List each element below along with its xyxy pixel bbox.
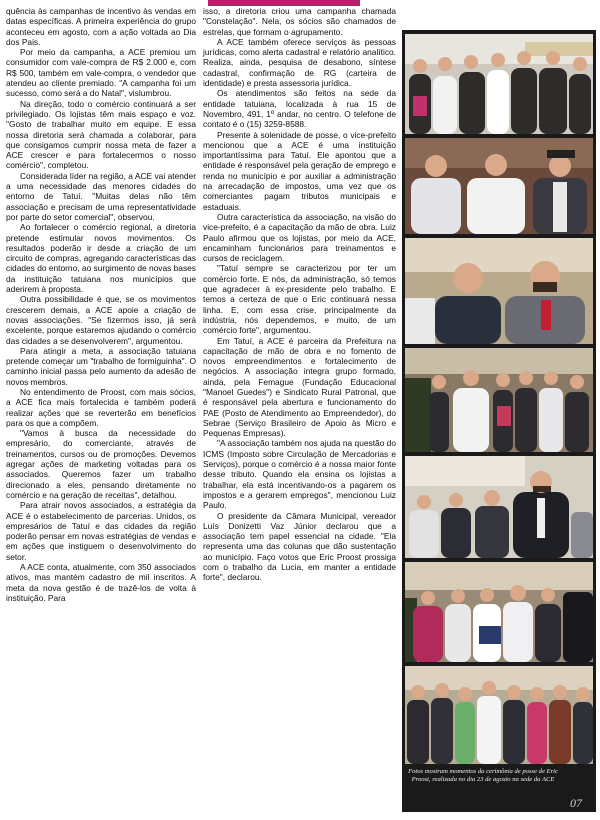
paragraph: Para atingir a meta, a associação tatuiana pretende começar um "trabalho de formiguinha". O caminho inicial passa pelo aumento da adesão de novos membros. <box>6 345 196 387</box>
paragraph: Os atendimentos são feitos na sede da entidade tatuiana, localizada à rua 15 de Novembro, 491, 1º andar, no centro. O telefone de contato é o (15) 3259-8588. <box>203 88 396 130</box>
paragraph: Por meio da campanha, a ACE premiou um consumidor com vale-compra de R$ 2.000 e, com R$ 500, também em vale-compra, o vendedor que atendeu ao cliente premiado. "A campanha foi um sucesso, como será a do Natal", vislumbrou. <box>6 47 196 99</box>
paragraph: Outra possibilidade é que, se os movimentos crescerem demais, a ACE apoie a criação de novas associações. "Se fizermos isso, já será excelente, porque estaremos ajudando o comércio das cidades a se desenvolverem", argumentou. <box>6 294 196 346</box>
paragraph: quência às campanhas de incentivo às vendas em datas específicas. A primeira experiência do grupo aconteceu em agosto, com a ação voltada ao Dia dos Pais. <box>6 6 196 47</box>
paragraph: "Tatuí sempre se caracterizou por ter um comércio forte. E nós, da administração, só temos que agradecer à ex-presidente pelo trabalho. E temos a certeza de que o Eric continuará nessa linha. E, com essa crise, principalmente da indústria, nós dependemos, e muito, de um comércio forte", argumentou. <box>203 263 396 336</box>
paragraph: "Vamos à busca da necessidade do empresário, do comerciante, através de treinamentos, cursos ou de promoções. Devemos agregar ações de marketing voltadas para os associados. Queremos fazer um trabalho direcionado a eles, pensando diretamente no comércio e na geração de receitas", detalhou. <box>6 428 196 500</box>
paragraph: A ACE também oferece serviços às pessoas jurídicas, como alerta cadastral e relatório analítico. Realiza, ainda, pesquisa de desabono, síntese cadastral, confirmação de RG (carteira de identidade) e presta assessoria jurídica. <box>203 36 396 89</box>
paragraph: Ao fortalecer o comércio regional, a diretoria pretende estimular novos movimentos. Os resultados poderão ir desde a criação de um circuito de compras, agregando características das cidades do entorno, ao surgimento de novas bases da instituição tatuiana nos municípios que aderirem à proposta. <box>6 222 196 295</box>
paragraph: No entendimento de Proost, com mais sócios, a ACE fica mais fortalecida e também poderá realizar ações que se reverterão em benefícios para os que a compõem. <box>6 386 196 428</box>
page-number: 07 <box>570 796 582 810</box>
event-photo-3 <box>405 238 593 344</box>
paragraph: Em Tatuí, a ACE é parceira da Prefeitura na capacitação de mão de obra e no fomento de novos empreendimentos e fortalecimento de negócios. A associação integra grupo formado, ainda, pela Femague (Fundação Educacional "Manoel Guedes") e Sindicato Rural Patronal, que é responsável pela abertura e funcionamento do PAE (Posto de Atendimento ao Empreendedor), do Sebrae (Serviço Brasileiro de Apoio às Micro e Pequenas Empresas). <box>203 335 396 439</box>
article-column-right <box>203 6 396 583</box>
article-column-left <box>6 6 196 603</box>
event-photo-5 <box>405 456 593 558</box>
photo-caption: Fotos mostram momentos da cerimônia de posse de Eric Proost, realizada no dia 23 de agosto na sede da ACE <box>408 768 558 783</box>
photo-sidebar <box>402 30 596 812</box>
event-photo-4 <box>405 348 593 452</box>
paragraph: isso, a diretoria criou uma campanha chamada "Constelação". Nela, os sócios são chamados de estrelas, que formam o agrupamento. <box>203 6 396 37</box>
paragraph: Na direção, todo o comércio continuará a ser privilegiado. Os lojistas têm mais espaço e voz. "Gosto de trabalhar muito em equipe. E essa nossa diretoria será chamada a colaborar, para que consigamos cumprir nossa meta de fazer a ACE crescer e para fortalecermos o nosso comércio", completou. <box>6 98 196 171</box>
paragraph: Para atrair novos associados, a estratégia da ACE é o estabelecimento de parcerias. Unidos, os empresários de Tatuí e das cidades da região poderão pensar em novas estratégias de vendas e em ações que instiguem o desenvolvimento do setor. <box>6 500 196 562</box>
event-photo-2 <box>405 138 593 234</box>
paragraph: O presidente da Câmara Municipal, vereador Luís Donizetti Vaz Júnior declarou que a associação tem papel essencial na cidade. "Ela representa uma das colunas que dão sustentação ao município. Faço votos que Eric Proost prossiga com o trabalho da Lucia, em manter a entidade forte", declarou. <box>203 510 396 583</box>
paragraph: Outra característica da associação, na visão do vice-prefeito, é a capacitação da mão de obra. Luiz Paulo afirmou que os lojistas, por meio da ACE, encaminham funcionários para treinamentos e cursos de reciclagem. <box>203 211 396 264</box>
paragraph: "A associação também nos ajuda na questão do ICMS (Imposto sobre Circulação de Mercadorias e Serviços), porque o comércio é a nossa maior fonte desse tributo. Quando ela ensina os lojistas a trabalhar, ela está incentivando-os a pagarem os impostos e a gerarem empregos", mencionou Luiz Paulo. <box>203 438 396 511</box>
paragraph: A ACE conta, atualmente, com 350 associados ativos, mas mantém cadastro de mil inscritos. A meta da nova gestão é de trazê-los de volta à instituição. Para <box>6 562 196 603</box>
paragraph: Presente à solenidade de posse, o vice-prefeito mencionou que a ACE é uma instituição importantíssima para Tatuí. Ele apontou que a entidade é responsável pela geração de emprego e renda no município e por auxiliar a administração na arrecadação de impostos, uma vez que os comerciantes pagam tributos municipais e estaduais. <box>203 129 396 212</box>
paragraph: Considerada líder na região, a ACE vai atender a uma necessidade das menores cidades do entorno de Tatuí. "Muitas delas não têm associação e precisam de uma representatividade por parte do setor comercial", observou. <box>6 170 196 222</box>
event-photo-6 <box>405 562 593 662</box>
event-photo-7 <box>405 666 593 764</box>
event-photo-1 <box>405 34 593 134</box>
